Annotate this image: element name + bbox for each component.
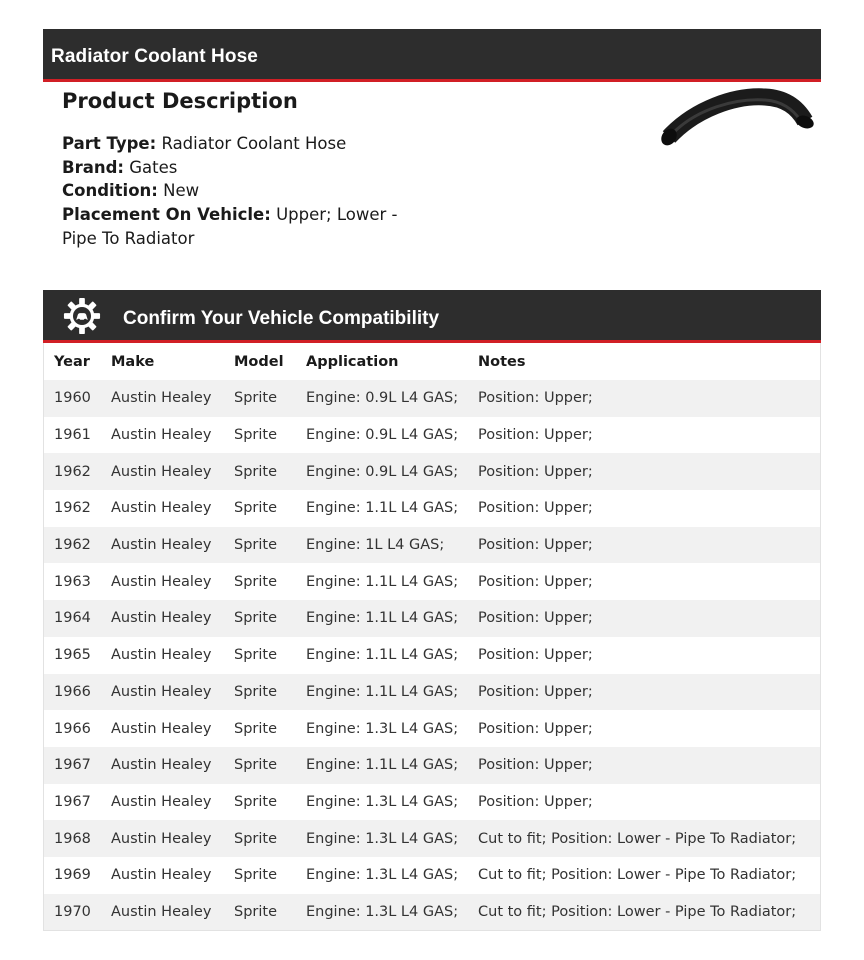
cell-make: Austin Healey xyxy=(111,527,234,564)
product-description xyxy=(62,88,422,251)
cell-year: 1961 xyxy=(54,427,91,444)
cell-make: Austin Healey xyxy=(111,600,234,637)
cell-model: Sprite xyxy=(234,573,278,590)
cell-make: Austin Healey xyxy=(111,380,234,417)
cell-application: Engine: 1.3L L4 GAS; xyxy=(306,720,459,737)
cell-notes: Position: Upper; xyxy=(478,380,820,417)
cell-notes: Position: Upper; xyxy=(478,747,820,784)
gear-car-icon xyxy=(63,297,101,335)
table-row xyxy=(44,784,820,821)
table-row xyxy=(44,894,820,931)
table-row xyxy=(44,600,820,637)
cell-year: 1966 xyxy=(54,720,91,737)
table-row xyxy=(44,637,820,674)
cell-model: Sprite xyxy=(234,747,306,784)
cell-model: Sprite xyxy=(234,647,278,664)
cell-make: Austin Healey xyxy=(111,573,212,590)
cell-notes: Cut to fit; Position: Lower - Pipe To Radiator; xyxy=(478,867,797,884)
cell-make: Austin Healey xyxy=(111,647,212,664)
cell-notes: Position: Upper; xyxy=(478,674,820,711)
cell-model: Sprite xyxy=(234,674,306,711)
cell-year: 1968 xyxy=(44,820,111,857)
cell-notes: Position: Upper; xyxy=(478,453,820,490)
table-row xyxy=(44,453,820,490)
cell-make: Austin Healey xyxy=(111,720,212,737)
table-row xyxy=(44,490,820,527)
cell-notes: Cut to fit; Position: Lower - Pipe To Radiator; xyxy=(478,820,820,857)
table-row xyxy=(44,747,820,784)
cell-model: Sprite xyxy=(234,427,278,444)
col-make: Make xyxy=(111,353,155,370)
cell-application: Engine: 1.3L L4 GAS; xyxy=(306,820,478,857)
table-row xyxy=(44,674,820,711)
cell-application: Engine: 1.1L L4 GAS; xyxy=(306,674,478,711)
part-type-line xyxy=(62,132,422,156)
cell-year: 1962 xyxy=(44,453,111,490)
cell-model: Sprite xyxy=(234,894,306,931)
cell-notes: Cut to fit; Position: Lower - Pipe To Radiator; xyxy=(478,894,820,931)
cell-make: Austin Healey xyxy=(111,427,212,444)
hose-image xyxy=(655,85,817,155)
cell-make: Austin Healey xyxy=(111,500,212,517)
cell-application: Engine: 0.9L L4 GAS; xyxy=(306,453,478,490)
cell-year: 1967 xyxy=(54,793,91,810)
compatibility-title: Confirm Your Vehicle Compatibility xyxy=(123,308,440,329)
cell-model: Sprite xyxy=(234,867,278,884)
compatibility-bar xyxy=(43,290,821,343)
col-year: Year xyxy=(54,353,90,370)
brand-line xyxy=(62,156,422,180)
condition-label: Condition: xyxy=(62,181,158,201)
table-row xyxy=(44,820,820,857)
placement-value: Upper; Lower - Pipe To Radiator xyxy=(62,205,398,248)
cell-year: 1967 xyxy=(44,747,111,784)
cell-application: Engine: 1.1L L4 GAS; xyxy=(306,573,459,590)
cell-notes: Position: Upper; xyxy=(478,573,593,590)
cell-notes: Position: Upper; xyxy=(478,647,593,664)
cell-application: Engine: 1.1L L4 GAS; xyxy=(306,747,478,784)
cell-year: 1970 xyxy=(44,894,111,931)
cell-year: 1964 xyxy=(44,600,111,637)
table-row xyxy=(44,417,820,454)
cell-make: Austin Healey xyxy=(111,894,234,931)
cell-year: 1962 xyxy=(44,527,111,564)
table-row xyxy=(44,857,820,894)
cell-notes: Position: Upper; xyxy=(478,500,593,517)
condition-line xyxy=(62,179,422,203)
cell-model: Sprite xyxy=(234,527,306,564)
cell-model: Sprite xyxy=(234,453,306,490)
cell-model: Sprite xyxy=(234,380,306,417)
cell-model: Sprite xyxy=(234,500,278,517)
cell-application: Engine: 0.9L L4 GAS; xyxy=(306,427,459,444)
cell-year: 1963 xyxy=(54,573,91,590)
brand-value: Gates xyxy=(124,157,178,177)
cell-notes: Position: Upper; xyxy=(478,720,593,737)
cell-notes: Position: Upper; xyxy=(478,427,593,444)
cell-application: Engine: 1L L4 GAS; xyxy=(306,527,478,564)
product-title-bar xyxy=(43,29,821,82)
table-row xyxy=(44,563,820,600)
cell-year: 1960 xyxy=(44,380,111,417)
placement-label: Placement On Vehicle: xyxy=(62,205,271,225)
cell-make: Austin Healey xyxy=(111,867,212,884)
cell-application: Engine: 1.3L L4 GAS; xyxy=(306,793,459,810)
product-title: Radiator Coolant Hose xyxy=(51,46,258,67)
cell-make: Austin Healey xyxy=(111,747,234,784)
cell-application: Engine: 1.1L L4 GAS; xyxy=(306,500,459,517)
cell-application: Engine: 1.1L L4 GAS; xyxy=(306,600,478,637)
cell-notes: Position: Upper; xyxy=(478,793,593,810)
cell-application: Engine: 1.1L L4 GAS; xyxy=(306,647,459,664)
table-header-row xyxy=(44,343,820,380)
part-type-label: Part Type: xyxy=(62,134,157,153)
cell-year: 1966 xyxy=(44,674,111,711)
cell-make: Austin Healey xyxy=(111,674,234,711)
cell-make: Austin Healey xyxy=(111,793,212,810)
cell-model: Sprite xyxy=(234,600,306,637)
col-notes: Notes xyxy=(478,353,526,370)
part-type-value: Radiator Coolant Hose xyxy=(156,134,347,153)
cell-year: 1969 xyxy=(54,867,91,884)
cell-model: Sprite xyxy=(234,720,278,737)
cell-year: 1962 xyxy=(54,500,91,517)
cell-make: Austin Healey xyxy=(111,453,234,490)
table-row xyxy=(44,527,820,564)
compatibility-table xyxy=(43,343,821,931)
cell-application: Engine: 1.3L L4 GAS; xyxy=(306,894,478,931)
placement-line xyxy=(62,203,422,250)
col-model: Model xyxy=(234,353,284,370)
cell-notes: Position: Upper; xyxy=(478,527,820,564)
cell-notes: Position: Upper; xyxy=(478,600,820,637)
cell-model: Sprite xyxy=(234,820,306,857)
table-row xyxy=(44,710,820,747)
condition-value: New xyxy=(157,181,200,201)
cell-year: 1965 xyxy=(54,647,91,664)
col-application: Application xyxy=(306,353,399,370)
cell-application: Engine: 0.9L L4 GAS; xyxy=(306,380,478,417)
table-row xyxy=(44,380,820,417)
cell-model: Sprite xyxy=(234,793,278,810)
cell-make: Austin Healey xyxy=(111,820,234,857)
description-heading: Product Description xyxy=(62,89,298,113)
cell-application: Engine: 1.3L L4 GAS; xyxy=(306,867,459,884)
brand-label: Brand: xyxy=(62,157,125,177)
